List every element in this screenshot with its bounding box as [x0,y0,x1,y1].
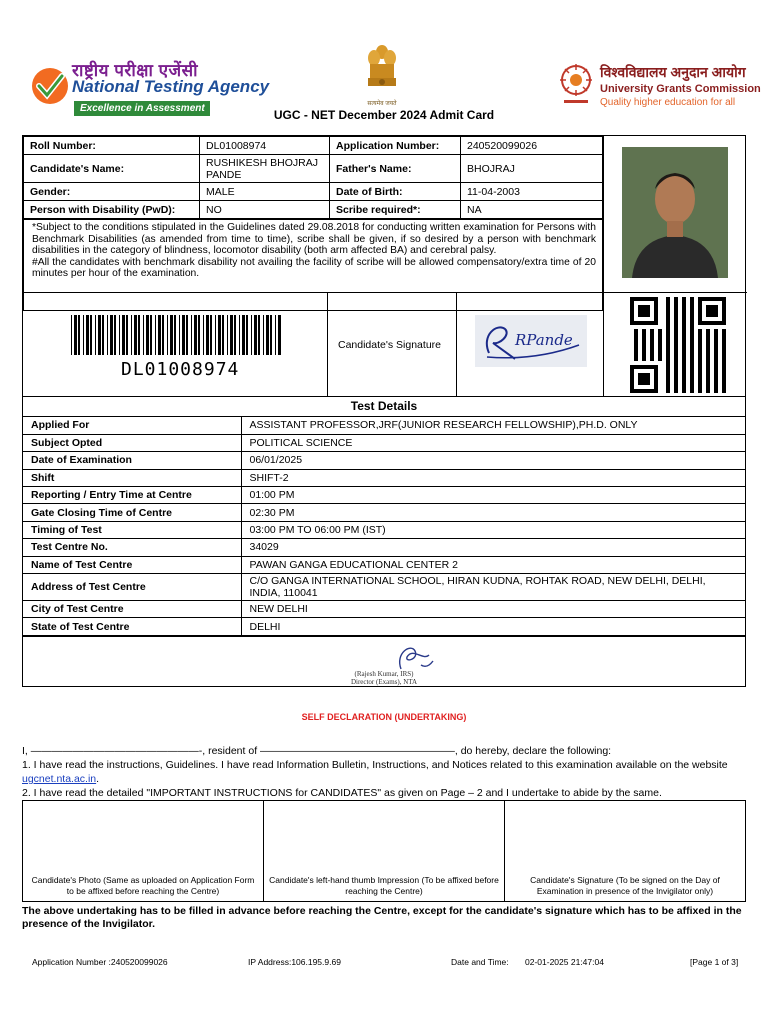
ugc-tagline: Quality higher education for all [600,97,736,108]
roll-number-value: DL01008974 [200,137,330,155]
photo-affix-caption: Candidate's Photo (Same as uploaded on Application Form to be affixed before reaching the Centre) [31,875,255,896]
application-number-label: Application Number: [330,137,461,155]
test-detail-value: PAWAN GANGA EDUCATIONAL CENTER 2 [241,556,745,573]
test-detail-value: DELHI [241,618,745,635]
test-detail-row [23,487,745,504]
candidate-signature-label: Candidate's Signature [338,339,441,351]
test-details-title: Test Details [23,397,745,417]
barcode-icon [71,315,283,355]
undertaking-note: The above undertaking has to be filled in advance before reaching the Centre, except for the candidate's signature which has to be affixed in the presence of the Invigilator. [22,905,742,930]
test-detail-value: POLITICAL SCIENCE [241,434,745,451]
test-details [22,396,746,687]
test-detail-row [23,417,745,434]
footer-date-time: 02-01-2025 21:47:04 [525,957,604,967]
director-name [23,670,745,686]
nta-tagline: Excellence in Assessment [74,101,210,116]
candidate-photo-icon [622,147,728,278]
roll-number-label: Roll Number: [24,137,200,155]
admit-card-title: UGC - NET December 2024 Admit Card [273,108,495,122]
candidate-signature-image [475,315,587,367]
declaration-line-2-end: . [96,773,100,785]
ugc-logo-icon [556,62,596,108]
footer-date-label: Date and Time: [451,957,509,967]
test-detail-label: Test Centre No. [23,539,241,556]
dob-label: Date of Birth: [330,183,461,201]
candidate-name-value: RUSHIKESH BHOJRAJ PANDE [200,155,330,183]
test-detail-value: SHIFT-2 [241,469,745,486]
candidate-table [23,136,603,219]
father-name-label: Father's Name: [330,155,461,183]
affix-boxes [22,800,746,902]
test-detail-row [23,556,745,573]
test-detail-label: Address of Test Centre [23,574,241,601]
director-name-line: (Rajesh Kumar, IRS) [354,669,414,678]
test-detail-value: NEW DELHI [241,601,745,618]
test-detail-row [23,539,745,556]
test-detail-row [23,618,745,635]
header [0,0,768,136]
test-detail-row [23,521,745,538]
signature-label-cell [327,293,457,397]
nta-logo-icon [30,66,70,106]
test-detail-value: 34029 [241,539,745,556]
declaration-line-2-text: 1. I have read the instructions, Guidelines. I have read Information Bulletin, Instructions, and Notices related to this examination available on the website [22,759,728,771]
test-detail-row [23,504,745,521]
gender-value: MALE [200,183,330,201]
declaration-line-1: I, ————————————————-, resident of ——————————————————–, do hereby, declare the following: [22,745,612,757]
self-declaration-title: SELF DECLARATION (UNDERTAKING) [301,712,467,722]
thumb-impression-box [264,801,505,901]
declaration-line-3: 2. I have read the detailed "IMPORTANT INSTRUCTIONS for CANDIDATES" as given on Page – 2 and I undertake to abide by the same. [22,787,662,799]
test-detail-label: Reporting / Entry Time at Centre [23,487,241,504]
footer-page-number: [Page 1 of 3] [690,957,739,967]
candidate-name-label: Candidate's Name: [24,155,200,183]
test-detail-label: Name of Test Centre [23,556,241,573]
director-title-line: Director (Exams), NTA [350,677,418,686]
test-detail-label: Timing of Test [23,521,241,538]
test-detail-value: C/O GANGA INTERNATIONAL SCHOOL, HIRAN KUDNA, ROHTAK ROAD, NEW DELHI, DELHI, INDIA, 110041 [241,574,745,601]
signature-affix-box [505,801,745,901]
qr-cell [603,293,747,397]
test-details-table [23,417,745,636]
test-detail-label: State of Test Centre [23,618,241,635]
ugc-hindi-name: विश्वविद्यालय अनुदान आयोग [600,64,746,80]
test-detail-label: Applied For [23,417,241,434]
pwd-value: NO [200,201,330,219]
director-signature-block [23,636,745,686]
national-emblem-icon [364,42,400,102]
barcode-cell [23,293,327,397]
ugcnet-website-link[interactable]: ugcnet.nta.ac.in [22,773,97,785]
test-detail-label: Subject Opted [23,434,241,451]
signature-scribble-text: RPande [515,331,573,349]
test-detail-label: Gate Closing Time of Centre [23,504,241,521]
footer-ip-address: IP Address:106.195.9.69 [248,957,341,967]
footer-application-number: Application Number :240520099026 [32,957,168,967]
scribe-value: NA [461,201,603,219]
self-declaration-text [22,744,746,800]
test-detail-value: 06/01/2025 [241,452,745,469]
photo-affix-box [23,801,264,901]
application-number-value: 240520099026 [461,137,603,155]
gender-label: Gender: [24,183,200,201]
candidate-details [22,135,746,397]
photo-cell [603,136,747,292]
test-detail-label: City of Test Centre [23,601,241,618]
signature-affix-caption: Candidate's Signature (To be signed on the Day of Examination in presence of the Invigilator only) [530,875,720,896]
test-detail-row [23,601,745,618]
dob-value: 11-04-2003 [461,183,603,201]
signature-scribble-icon [475,315,587,367]
father-name-value: BHOJRAJ [461,155,603,183]
candidate-photo [622,147,728,278]
test-detail-row [23,452,745,469]
test-detail-label: Date of Examination [23,452,241,469]
nta-english-name: National Testing Agency [72,77,270,96]
signature-row [23,292,747,396]
test-detail-value: ASSISTANT PROFESSOR,JRF(JUNIOR RESEARCH FELLOWSHIP),PH.D. ONLY [241,417,745,434]
test-detail-label: Shift [23,469,241,486]
ugc-english-name: University Grants Commission [600,83,761,95]
test-detail-row [23,574,745,601]
pwd-notice: *Subject to the conditions stipulated in the Guidelines dated 29.08.2018 for conducting written examination for Persons with Benchmark Disabilities (as amended from time to time), scribe shall be given, if so desired by a person with benchmark disabilities in the category of blindness, locomotor disability (both arm affected BA) and cerebral palsy. #All the candidates with benchmark disability not availing the facility of scribe will be allowed compensatory/extra time of 20 minutes per hour of the examination. [23,219,603,311]
test-detail-value: 03:00 PM TO 06:00 PM (IST) [241,521,745,538]
qr-code-icon [630,297,726,393]
test-detail-value: 02:30 PM [241,504,745,521]
declaration-line-2 [22,758,746,786]
test-detail-row [23,469,745,486]
test-detail-value: 01:00 PM [241,487,745,504]
emblem-motto: सत्यमेव जयते [367,101,397,107]
thumb-impression-caption: Candidate's left-hand thumb Impression (To be affixed before reaching the Centre) [269,875,499,896]
director-signature-icon [393,643,437,673]
scribe-label: Scribe required*: [330,201,461,219]
nta-hindi-name: राष्ट्रीय परीक्षा एजेंसी [72,61,199,80]
test-detail-row [23,434,745,451]
pwd-label: Person with Disability (PwD): [24,201,200,219]
barcode-number: DL01008974 [121,359,240,380]
